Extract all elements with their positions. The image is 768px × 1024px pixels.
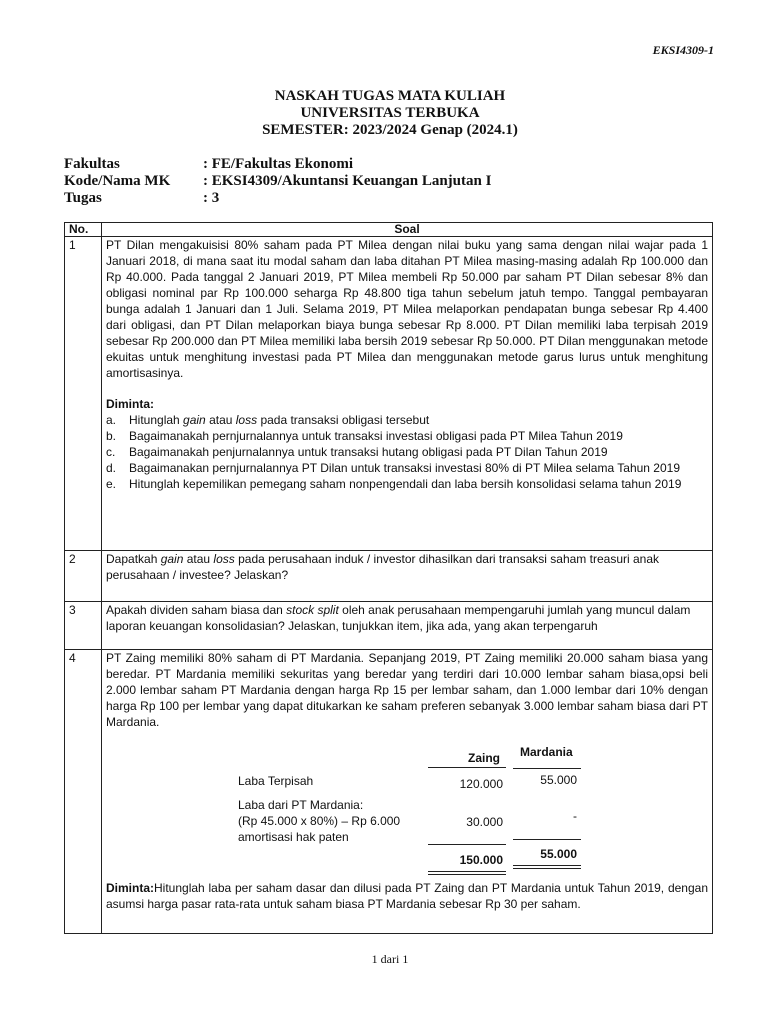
row-laba-terpisah-label: Laba Terpisah: [238, 774, 314, 788]
list-item: b. Bagaimanakah pernjurnalannya untuk transaksi investasi obligasi pada PT Milea Tahun 2019: [106, 429, 623, 443]
question-4-diminta: Diminta:Hitunglah laba per saham dasar dan dilusi pada PT Zaing dan PT Mardania untuk Tahun 2019, dengan asumsi harga pasar rata-rata untuk saham biasa PT Mardania sebesar Rp 30 per saham.: [106, 881, 708, 911]
question-number: 3: [65, 602, 102, 650]
meta-row-fakultas: [64, 156, 491, 173]
question-3-text: Apakah dividen saham biasa dan stock split oleh anak perusahaan mempengaruhi jumlah yang muncul dalam laporan keuangan konsolidasian? Jelaskan, tunjukkan item, jika ada, yang akan terpengaruh: [106, 603, 691, 633]
divider: [513, 865, 581, 866]
total-zaing: 150.000: [459, 853, 503, 867]
divider: [513, 868, 581, 869]
meta-row-kode: [64, 173, 491, 190]
row-laba-terpisah-zaing: 120.000: [459, 777, 503, 791]
col-soal-header: Soal: [102, 223, 713, 237]
divider: [513, 839, 581, 840]
page-number: 1 dari 1: [371, 952, 409, 966]
divider: [428, 874, 506, 875]
title-line-1: NASKAH TUGAS MATA KULIAH: [274, 88, 506, 104]
meta-row-tugas: [64, 190, 491, 207]
table-row: [65, 650, 713, 934]
meta-key: Tugas: [64, 190, 102, 206]
row-laba-mardania-label-1: Laba dari PT Mardania:: [238, 798, 364, 812]
question-1: [102, 237, 713, 551]
title-line-2: UNIVERSITAS TERBUKA: [300, 105, 480, 121]
question-1-items: [106, 412, 708, 492]
meta-key: Fakultas: [64, 156, 120, 172]
title-line-3: SEMESTER: 2023/2024 Genap (2024.1): [262, 122, 518, 138]
row-laba-mardania-mardania: -: [573, 809, 577, 823]
divider: [428, 844, 506, 845]
earnings-table: [106, 730, 708, 880]
row-laba-terpisah-mardania: 55.000: [540, 773, 577, 787]
diminta-label: Diminta:: [106, 397, 154, 411]
total-mardania: 55.000: [540, 847, 577, 861]
questions-table: [64, 222, 713, 934]
question-number: 4: [65, 650, 102, 934]
course-info: [64, 156, 491, 207]
question-1-text: PT Dilan mengakuisisi 80% saham pada PT Milea dengan nilai buku yang sama dengan nilai wajar pada 1 Januari 2018, di mana saat itu modal saham dan laba ditahan PT Milea masing-masing adalah Rp 100.000 dan Rp 40.000. Pada tanggal 2 Januari 2019, PT Milea membeli Rp 50.000 par saham PT Dilan sebesar 8% dan obligasi nominal par Rp 100.000 seharga Rp 48.800 tiga tahun sebelum jatuh tempo. Tanggal pembayaran bunga adalah 1 Januari dan 1 Juli. Selama 2019, PT Milea melaporkan pendapatan bunga sebesar Rp 4.400 dari obligasi, dan PT Dilan melaporkan biaya bunga sebesar Rp 8.000. PT Dilan memiliki laba terpisah 2019 sebesar Rp 200.000 dan PT Milea memiliki laba bersih 2019 sebesar Rp 50.000. PT Dilan menggunakan metode ekuitas untuk menghitung investasi pada PT Milea dan menggunakan metode garus lurus untuk menghitung amortisasinya.: [106, 238, 708, 380]
col-zaing-header: Zaing: [468, 751, 500, 765]
meta-key: Kode/Nama MK: [64, 173, 171, 189]
table-row: [65, 551, 713, 602]
table-row: [65, 237, 713, 551]
divider: [513, 768, 581, 769]
question-4: [102, 650, 713, 934]
row-laba-mardania-label-2: (Rp 45.000 x 80%) – Rp 6.000: [238, 814, 401, 828]
divider: [428, 767, 506, 768]
question-number: 1: [65, 237, 102, 551]
row-laba-mardania-label-3: amortisasi hak paten: [238, 830, 349, 844]
question-2-text: Dapatkah gain atau loss pada perusahaan induk / investor dihasilkan dari transaksi saham treasuri anak perusahaan / investee? Jelaskan?: [106, 552, 660, 582]
list-item: a. Hitunglah gain atau loss pada transaksi obligasi tersebut: [106, 413, 430, 427]
meta-value: : EKSI4309/Akuntansi Keuangan Lanjutan I: [203, 173, 492, 189]
list-item: e. Hitunglah kepemilikan pemegang saham nonpengendali dan laba bersih konsolidasi selama tahun 2019: [106, 477, 682, 491]
col-mardania-header: Mardania: [520, 745, 573, 759]
list-item: c. Bagaimanakah penjurnalannya untuk transaksi hutang obligasi pada PT Dilan Tahun 2019: [106, 445, 608, 459]
question-number: 2: [65, 551, 102, 602]
table-row: [65, 602, 713, 650]
meta-value: : FE/Fakultas Ekonomi: [203, 156, 354, 172]
question-2: [102, 551, 713, 602]
divider: [428, 871, 506, 872]
question-4-text: PT Zaing memiliki 80% saham di PT Mardania. Sepanjang 2019, PT Zaing memiliki 20.000 saham biasa yang beredar. PT Mardania memiliki sekuritas yang beredar yang terdiri dari 10.000 lembar saham biasa,opsi beli 2.000 lembar saham PT Mardania dengan harga Rp 15 per lembar saham, dan 1.000 lembar dari 10% dengan harga Rp 100 per lembar yang dapat ditukarkan ke saham preferen sebanyak 3.000 lembar saham biasa dari PT Mardania.: [106, 651, 708, 729]
meta-value: : 3: [203, 190, 220, 206]
col-no-header: No.: [65, 223, 102, 237]
question-3: [102, 602, 713, 650]
document-code: EKSI4309-1: [652, 43, 714, 57]
table-header-row: [65, 223, 713, 237]
list-item: d. Bagaimanakan pernjurnalannya PT Dilan untuk transaksi investasi 80% di PT Milea selama Tahun 2019: [106, 461, 680, 475]
row-laba-mardania-zaing: 30.000: [466, 815, 503, 829]
page-title: [0, 88, 768, 139]
